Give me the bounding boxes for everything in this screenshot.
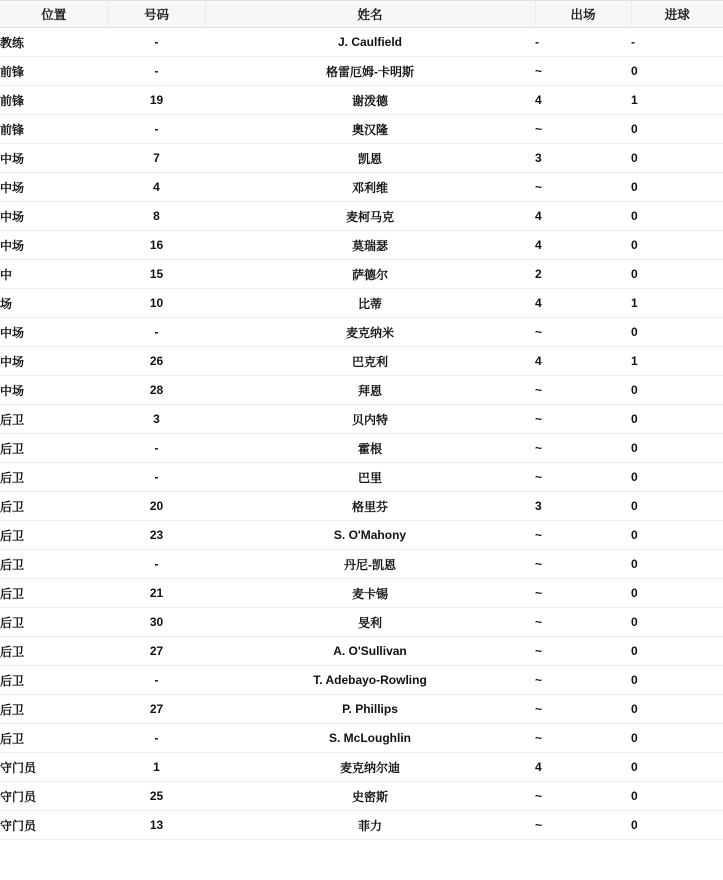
- cell-player-name: J. Caulfield: [205, 28, 535, 57]
- table-header: [0, 1, 723, 28]
- table-row: [0, 724, 723, 753]
- cell-appearances: 3: [535, 144, 631, 173]
- cell-goals: 0: [631, 724, 723, 753]
- cell-position: 后卫: [0, 666, 108, 695]
- cell-appearances: ~: [535, 724, 631, 753]
- cell-position: 中场: [0, 231, 108, 260]
- cell-position: 场: [0, 289, 108, 318]
- column-header-position: 位置: [0, 1, 108, 28]
- cell-appearances: 4: [535, 86, 631, 115]
- cell-number: -: [108, 28, 205, 57]
- cell-goals: 0: [631, 782, 723, 811]
- cell-goals: 1: [631, 86, 723, 115]
- cell-appearances: ~: [535, 376, 631, 405]
- cell-player-name: 奥汉隆: [205, 115, 535, 144]
- cell-player-name: 巴里: [205, 463, 535, 492]
- table-row: [0, 318, 723, 347]
- cell-position: 守门员: [0, 753, 108, 782]
- cell-number: 19: [108, 86, 205, 115]
- cell-number: -: [108, 115, 205, 144]
- table-row: [0, 173, 723, 202]
- cell-number: 20: [108, 492, 205, 521]
- cell-number: -: [108, 318, 205, 347]
- cell-appearances: ~: [535, 666, 631, 695]
- table-row: [0, 521, 723, 550]
- cell-goals: 0: [631, 579, 723, 608]
- cell-number: 8: [108, 202, 205, 231]
- cell-goals: 1: [631, 289, 723, 318]
- cell-position: 后卫: [0, 550, 108, 579]
- cell-goals: 0: [631, 608, 723, 637]
- cell-player-name: P. Phillips: [205, 695, 535, 724]
- table-row: [0, 144, 723, 173]
- cell-goals: 0: [631, 695, 723, 724]
- cell-appearances: ~: [535, 811, 631, 840]
- cell-number: 25: [108, 782, 205, 811]
- cell-player-name: 麦克纳尔迪: [205, 753, 535, 782]
- cell-player-name: 格雷厄姆-卡明斯: [205, 57, 535, 86]
- cell-number: 3: [108, 405, 205, 434]
- cell-position: 前锋: [0, 86, 108, 115]
- cell-number: 10: [108, 289, 205, 318]
- cell-position: 前锋: [0, 115, 108, 144]
- cell-goals: 0: [631, 376, 723, 405]
- column-header-goals: 进球: [631, 1, 723, 28]
- table-row: [0, 811, 723, 840]
- cell-appearances: ~: [535, 521, 631, 550]
- table-row: [0, 753, 723, 782]
- cell-goals: 0: [631, 231, 723, 260]
- cell-number: 23: [108, 521, 205, 550]
- cell-goals: 0: [631, 666, 723, 695]
- cell-number: -: [108, 666, 205, 695]
- column-header-name: 姓名: [205, 1, 535, 28]
- table-row: [0, 637, 723, 666]
- cell-player-name: 格里芬: [205, 492, 535, 521]
- cell-number: -: [108, 550, 205, 579]
- cell-number: 27: [108, 637, 205, 666]
- cell-player-name: 莫瑞瑟: [205, 231, 535, 260]
- cell-number: -: [108, 57, 205, 86]
- cell-goals: 0: [631, 434, 723, 463]
- table-row: [0, 608, 723, 637]
- cell-position: 后卫: [0, 695, 108, 724]
- cell-number: 4: [108, 173, 205, 202]
- cell-position: 后卫: [0, 405, 108, 434]
- table-row: [0, 666, 723, 695]
- cell-player-name: 史密斯: [205, 782, 535, 811]
- table-header-row: [0, 1, 723, 28]
- cell-goals: 0: [631, 202, 723, 231]
- cell-number: 7: [108, 144, 205, 173]
- cell-position: 中场: [0, 202, 108, 231]
- cell-goals: 0: [631, 57, 723, 86]
- table-row: [0, 579, 723, 608]
- cell-player-name: 丹尼-凯恩: [205, 550, 535, 579]
- cell-appearances: ~: [535, 57, 631, 86]
- table-row: [0, 376, 723, 405]
- cell-position: 后卫: [0, 637, 108, 666]
- cell-appearances: -: [535, 28, 631, 57]
- cell-appearances: ~: [535, 463, 631, 492]
- cell-position: 后卫: [0, 579, 108, 608]
- table-row: [0, 550, 723, 579]
- cell-player-name: 拜恩: [205, 376, 535, 405]
- cell-player-name: 菲力: [205, 811, 535, 840]
- cell-goals: 0: [631, 521, 723, 550]
- cell-appearances: ~: [535, 405, 631, 434]
- cell-player-name: 旻利: [205, 608, 535, 637]
- cell-player-name: 比蒂: [205, 289, 535, 318]
- cell-position: 中: [0, 260, 108, 289]
- cell-number: 15: [108, 260, 205, 289]
- cell-position: 后卫: [0, 434, 108, 463]
- cell-goals: 0: [631, 492, 723, 521]
- cell-position: 后卫: [0, 521, 108, 550]
- cell-goals: 0: [631, 550, 723, 579]
- bottom-spacer: [0, 840, 723, 880]
- cell-goals: 0: [631, 318, 723, 347]
- table-row: [0, 347, 723, 376]
- cell-position: 后卫: [0, 724, 108, 753]
- cell-position: 中场: [0, 173, 108, 202]
- cell-appearances: ~: [535, 173, 631, 202]
- cell-appearances: ~: [535, 637, 631, 666]
- cell-player-name: 谢泼德: [205, 86, 535, 115]
- table-row: [0, 405, 723, 434]
- table-row: [0, 202, 723, 231]
- cell-goals: 0: [631, 637, 723, 666]
- cell-appearances: ~: [535, 579, 631, 608]
- table-row: [0, 115, 723, 144]
- cell-appearances: 4: [535, 231, 631, 260]
- table-row: [0, 492, 723, 521]
- cell-appearances: 4: [535, 753, 631, 782]
- table-row: [0, 57, 723, 86]
- cell-number: 30: [108, 608, 205, 637]
- cell-number: 1: [108, 753, 205, 782]
- cell-number: -: [108, 463, 205, 492]
- cell-position: 教练: [0, 28, 108, 57]
- column-header-number: 号码: [108, 1, 205, 28]
- cell-goals: 0: [631, 173, 723, 202]
- cell-position: 中场: [0, 376, 108, 405]
- cell-appearances: 4: [535, 289, 631, 318]
- cell-player-name: 麦柯马克: [205, 202, 535, 231]
- cell-number: 21: [108, 579, 205, 608]
- table-row: [0, 289, 723, 318]
- cell-appearances: ~: [535, 550, 631, 579]
- cell-appearances: ~: [535, 695, 631, 724]
- cell-goals: 0: [631, 115, 723, 144]
- table-row: [0, 782, 723, 811]
- table-row: [0, 695, 723, 724]
- cell-goals: 0: [631, 144, 723, 173]
- cell-number: 28: [108, 376, 205, 405]
- cell-goals: 0: [631, 405, 723, 434]
- table-body: [0, 28, 723, 840]
- table-row: [0, 463, 723, 492]
- cell-position: 中场: [0, 144, 108, 173]
- table-row: [0, 231, 723, 260]
- cell-appearances: ~: [535, 608, 631, 637]
- cell-goals: 0: [631, 260, 723, 289]
- cell-player-name: 霍根: [205, 434, 535, 463]
- cell-position: 后卫: [0, 463, 108, 492]
- cell-number: 16: [108, 231, 205, 260]
- cell-appearances: ~: [535, 434, 631, 463]
- cell-number: 13: [108, 811, 205, 840]
- cell-goals: -: [631, 28, 723, 57]
- cell-appearances: 3: [535, 492, 631, 521]
- cell-player-name: S. McLoughlin: [205, 724, 535, 753]
- cell-goals: 1: [631, 347, 723, 376]
- cell-appearances: ~: [535, 782, 631, 811]
- cell-player-name: 麦卡锡: [205, 579, 535, 608]
- cell-goals: 0: [631, 811, 723, 840]
- cell-position: 守门员: [0, 811, 108, 840]
- cell-position: 后卫: [0, 608, 108, 637]
- cell-number: -: [108, 724, 205, 753]
- cell-goals: 0: [631, 463, 723, 492]
- cell-position: 中场: [0, 347, 108, 376]
- cell-position: 后卫: [0, 492, 108, 521]
- cell-number: -: [108, 434, 205, 463]
- cell-player-name: 凯恩: [205, 144, 535, 173]
- cell-player-name: A. O'Sullivan: [205, 637, 535, 666]
- table-row: [0, 28, 723, 57]
- table-row: [0, 260, 723, 289]
- cell-player-name: 巴克利: [205, 347, 535, 376]
- cell-player-name: 萨德尔: [205, 260, 535, 289]
- cell-appearances: 4: [535, 202, 631, 231]
- cell-appearances: ~: [535, 318, 631, 347]
- cell-number: 27: [108, 695, 205, 724]
- cell-player-name: T. Adebayo-Rowling: [205, 666, 535, 695]
- cell-position: 守门员: [0, 782, 108, 811]
- cell-appearances: 2: [535, 260, 631, 289]
- table-row: [0, 86, 723, 115]
- cell-appearances: 4: [535, 347, 631, 376]
- cell-position: 中场: [0, 318, 108, 347]
- cell-player-name: S. O'Mahony: [205, 521, 535, 550]
- cell-appearances: ~: [535, 115, 631, 144]
- cell-player-name: 邓利维: [205, 173, 535, 202]
- cell-player-name: 贝内特: [205, 405, 535, 434]
- cell-position: 前锋: [0, 57, 108, 86]
- table-row: [0, 434, 723, 463]
- cell-player-name: 麦克纳米: [205, 318, 535, 347]
- cell-goals: 0: [631, 753, 723, 782]
- cell-number: 26: [108, 347, 205, 376]
- column-header-appearances: 出场: [535, 1, 631, 28]
